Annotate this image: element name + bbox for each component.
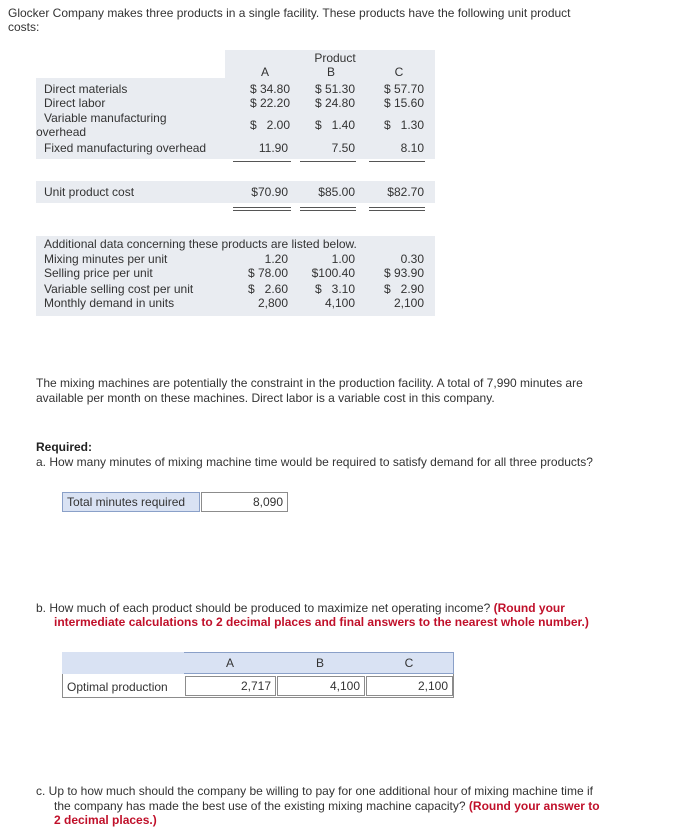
part-c-line-3: 2 decimal places.) (54, 813, 157, 827)
part-c-line-1: c. Up to how much should the company be willing to pay for one additional hour of mixing machine time if (36, 784, 593, 798)
cell: 8.10 (400, 141, 424, 155)
cell: 2,800 (257, 296, 288, 310)
additional-heading: Additional data concerning these products are listed below. (44, 237, 357, 251)
part-c-line-2: the company has made the best use of the existing mixing machine capacity? (Round your answer to (54, 799, 600, 813)
row-label-selling-price: Selling price per unit (44, 266, 153, 280)
cell: $ 34.80 (249, 82, 290, 96)
cell: $70.90 (251, 185, 288, 199)
cell: 2,100 (393, 296, 424, 310)
cell: $ 1.40 (314, 118, 355, 132)
optimal-b-input[interactable] (277, 676, 365, 696)
cell: $ 15.60 (383, 96, 424, 110)
cell: $ 3.10 (314, 282, 355, 296)
cell: $ 57.70 (383, 82, 424, 96)
cell: 11.90 (258, 141, 288, 155)
cell: 1.20 (264, 252, 288, 266)
cell: 4,100 (324, 296, 355, 310)
cell: 1.00 (331, 252, 355, 266)
column-b-header: B (326, 65, 335, 79)
row-label-direct-labor: Direct labor (44, 96, 106, 110)
row-label-unit-product-cost: Unit product cost (44, 185, 135, 199)
intro-line-1: Glocker Company makes three products in a single facility. These products have the following unit product (8, 6, 571, 20)
cell: $ 93.90 (383, 266, 424, 280)
constraint-text-line-2: available per month on these machines. Direct labor is a variable cost in this company. (36, 391, 495, 405)
total-minutes-value: 8,090 (252, 495, 283, 509)
cell: $ 1.30 (383, 118, 424, 132)
product-header: Product (314, 51, 356, 65)
cell: $85.00 (318, 185, 355, 199)
cell: $ 22.20 (249, 96, 290, 110)
part-b-instruction-1: (Round your (493, 601, 565, 615)
cell: $100.40 (311, 266, 355, 280)
row-label-direct-materials: Direct materials (44, 82, 128, 96)
part-b-question: b. How much of each product should be produced to maximize net operating income? (Round your (36, 601, 565, 615)
subtotal-rule (233, 161, 291, 162)
total-minutes-input[interactable] (201, 492, 288, 512)
total-rule (233, 210, 291, 211)
row-label-variable-overhead: Variable manufacturing (44, 111, 167, 125)
column-c-header: C (404, 656, 414, 670)
row-label-monthly-demand: Monthly demand in units (44, 296, 175, 310)
cell: $ 2.00 (249, 118, 290, 132)
cell: $ 2.90 (383, 282, 424, 296)
cell: 0.30 (400, 252, 424, 266)
total-minutes-label: Total minutes required (62, 492, 200, 512)
optimal-c-input[interactable] (366, 676, 453, 696)
column-b-header: B (315, 656, 324, 670)
part-b-instruction-2: intermediate calculations to 2 decimal places and final answers to the nearest whole number.) (54, 615, 589, 629)
cell: $ 24.80 (314, 96, 355, 110)
intro-line-2: costs: (8, 20, 40, 34)
cell: $ 78.00 (247, 266, 288, 280)
optimal-a-value: 2,717 (240, 679, 271, 693)
row-label-fixed-overhead: Fixed manufacturing overhead (44, 141, 207, 155)
subtotal-rule (369, 161, 425, 162)
column-a-header: A (225, 656, 234, 670)
constraint-text-line-1: The mixing machines are potentially the constraint in the production facility. A total of 7,990 minutes are (36, 376, 583, 390)
cell: $ 2.60 (247, 282, 288, 296)
total-rule (369, 207, 425, 208)
optimal-c-value: 2,100 (417, 679, 448, 693)
column-a-header: A (260, 65, 269, 79)
row-label-variable-selling-cost: Variable selling cost per unit (44, 282, 194, 296)
cell: $82.70 (387, 185, 424, 199)
total-rule (369, 210, 425, 211)
total-rule (300, 207, 356, 208)
total-rule (300, 210, 356, 211)
optimal-production-label: Optimal production (67, 680, 168, 694)
cost-table-header-blank (36, 50, 225, 78)
optimal-b-value: 4,100 (329, 679, 360, 693)
column-c-header: C (394, 65, 404, 79)
row-label-variable-overhead-2: overhead (36, 125, 87, 139)
required-heading: Required: (36, 440, 93, 454)
total-rule (233, 207, 291, 208)
subtotal-rule (300, 161, 356, 162)
part-a-question: a. How many minutes of mixing machine time would be required to satisfy demand for all three products? (36, 455, 593, 469)
row-label-mixing-minutes: Mixing minutes per unit (44, 252, 168, 266)
cell: 7.50 (331, 141, 355, 155)
cell: $ 51.30 (314, 82, 355, 96)
optimal-a-input[interactable] (185, 676, 276, 696)
